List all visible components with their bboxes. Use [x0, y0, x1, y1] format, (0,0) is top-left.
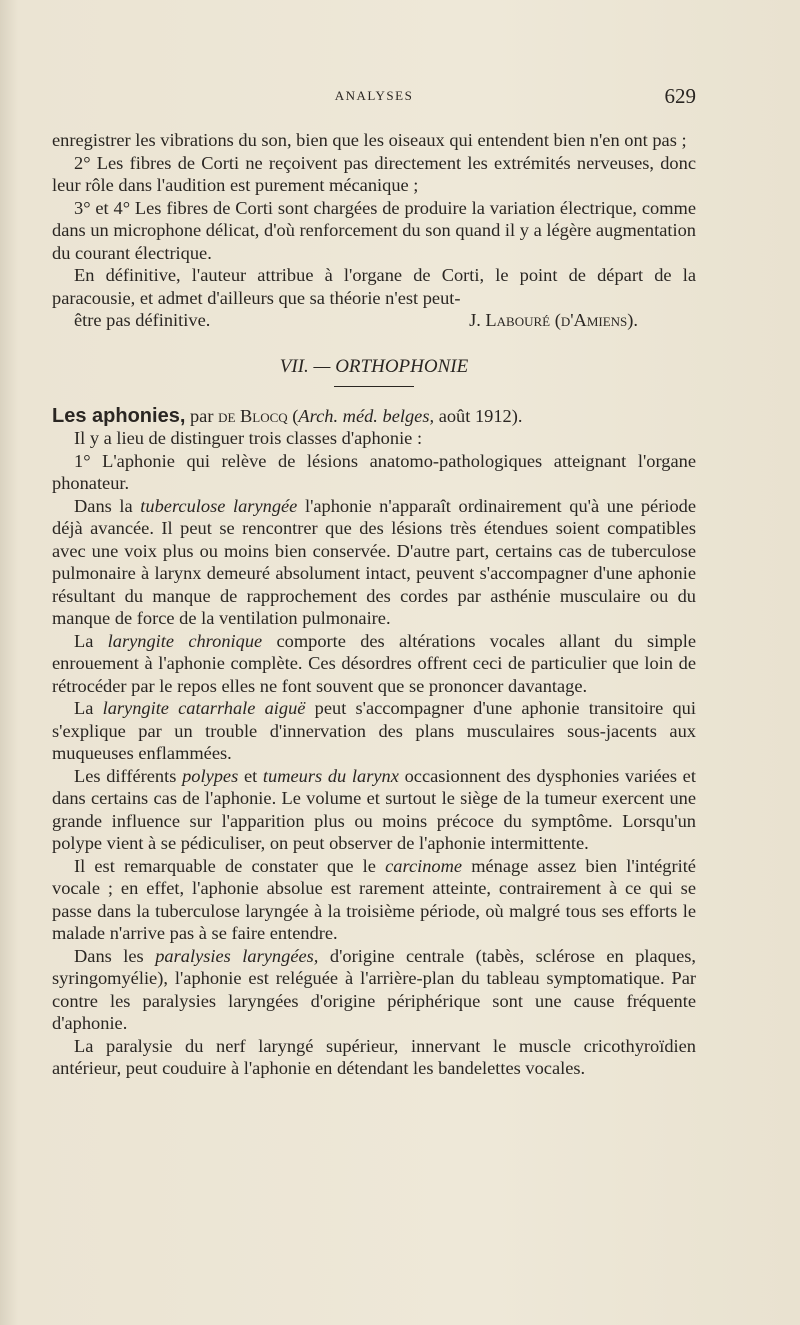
- section-divider: [334, 386, 414, 387]
- article-paragraph: [52, 495, 696, 630]
- byline-prefix: par: [189, 405, 214, 426]
- page-body: [52, 129, 696, 1080]
- signature-line: [52, 309, 696, 332]
- paragraph-emphasis: paralysies laryngées,: [155, 945, 319, 966]
- paragraph-text: l'aphonie n'apparaît ordinairement qu'à une période déjà avancée. Il peut se rencontrer que des lésions très étendues soient compatibles avec une voix plus ou moins bien conservée. D'autre part, certains cas de tuberculose pulmonaire à larynx demeuré absolument intact, peuvent s'accompagner d'une aphonie résultant du manque de rapprochement des cordes par asthénie musculaire ou du manque de force de la ventilation pulmonaire.: [52, 495, 697, 628]
- signature: J. Labouré (d'Amiens).: [469, 310, 638, 330]
- author-name: de Blocq: [218, 405, 288, 426]
- paragraph-text: peut s'accompagner d'une aphonie transitoire qui s'explique par un trouble d'innervation des plans musculaires sous-jacents aux muqueuses enflammées.: [52, 698, 696, 763]
- paragraph-text: La: [74, 698, 94, 718]
- article-title: Les aphonies,: [52, 404, 186, 427]
- paragraph-text: ménage assez bien l'intégrité vocale ; en effet, l'aphonie absolue est rarement atteinte, contrairement à ce qui se passe dans la tuberculose laryngée à la troisième période, où malgré tous ses efforts le malade n'arrive pas à se faire entendre.: [52, 855, 696, 943]
- source-open: (: [292, 405, 299, 426]
- section-heading: VII. — ORTHOPHONIE: [279, 355, 469, 377]
- article-paragraph: Il y a lieu de distinguer trois classes d'aphonie :: [74, 428, 423, 448]
- page-header: [52, 84, 696, 110]
- paragraph-emphasis: carcinome: [385, 855, 463, 876]
- article-paragraph: [52, 945, 696, 1035]
- paragraph-emphasis: polypes: [182, 765, 239, 786]
- paragraph-text: et: [243, 765, 258, 786]
- article-paragraph: [52, 855, 696, 945]
- paragraph-text: Il est remarquable de constater que le: [74, 855, 376, 876]
- paragraph-emphasis: laryngite catarrhale aiguë: [102, 698, 306, 718]
- paragraph-text: comporte des altérations vocales allant du simple enrouement à l'aphonie complète. Ces désordres offrent ceci de particulier que loin de rétrocéder par le repos elles ne font souvent que se prononcer davantage.: [52, 630, 696, 696]
- article-paragraph: [52, 630, 696, 698]
- paragraph-emphasis: tuberculose laryngée: [140, 495, 298, 516]
- article-heading: [52, 405, 696, 428]
- paragraph-text: occasionnent des dysphonies variées et dans certains cas de l'aphonie. Le volume et surtout le siège de la tumeur exercent une grande influence sur l'apparition plus ou moins précoce du symptôme. Lorsqu'un polype vient à se pédiculiser, on peut observer de l'aphonie intermittente.: [52, 765, 696, 853]
- paragraph-text: d'origine centrale (tabès, sclérose en plaques, syringomyélie), l'aphonie est reléguée à l'arrière-plan du tableau symptomatique. Par contre les paralysies laryngées d'origine périphérique sont une cause fréquente d'aphonie.: [52, 945, 697, 1033]
- conclusion-last-line: être pas définitive.: [74, 310, 211, 330]
- page-number: 629: [664, 84, 696, 108]
- paragraph-emphasis: laryngite chronique: [107, 630, 263, 651]
- paragraph-emphasis: tumeurs du larynx: [262, 765, 399, 786]
- paragraph-text: Dans les: [74, 945, 144, 966]
- continuation-paragraph: enregistrer les vibrations du son, bien que les oiseaux qui entendent bien n'en ont pas ;: [52, 130, 687, 150]
- article-paragraph: [52, 765, 696, 855]
- article-paragraph: 1° L'aphonie qui relève de lésions anatomo-pathologiques atteignant l'organe phonateur.: [52, 450, 696, 493]
- paragraph-text: Dans la: [74, 495, 133, 516]
- list-item-3-4: 3° et 4° Les fibres de Corti sont chargées de produire la variation électrique, comme dans un microphone délicat, d'où renforcement du son quand il y a légère augmentation du courant électrique.: [52, 197, 696, 263]
- paragraph-text: La: [74, 630, 94, 651]
- source-journal: Arch. méd. belges,: [298, 405, 435, 426]
- source-date: août 1912).: [438, 405, 523, 426]
- conclusion-paragraph: En définitive, l'auteur attribue à l'organe de Corti, le point de départ de la paracousie, et admet d'ailleurs que sa théorie n'est peut-: [52, 265, 696, 308]
- article-paragraph: [52, 697, 696, 765]
- list-item-2: 2° Les fibres de Corti ne reçoivent pas directement les extrémités nerveuses, donc leur rôle dans l'audition est purement mécanique ;: [52, 152, 696, 195]
- article-paragraph: La paralysie du nerf laryngé supérieur, innervant le muscle cricothyroïdien antérieur, peut couduire à l'aphonie en détendant les bandelettes vocales.: [52, 1035, 696, 1078]
- paragraph-text: Les différents: [74, 765, 177, 786]
- running-head: ANALYSES: [334, 88, 414, 103]
